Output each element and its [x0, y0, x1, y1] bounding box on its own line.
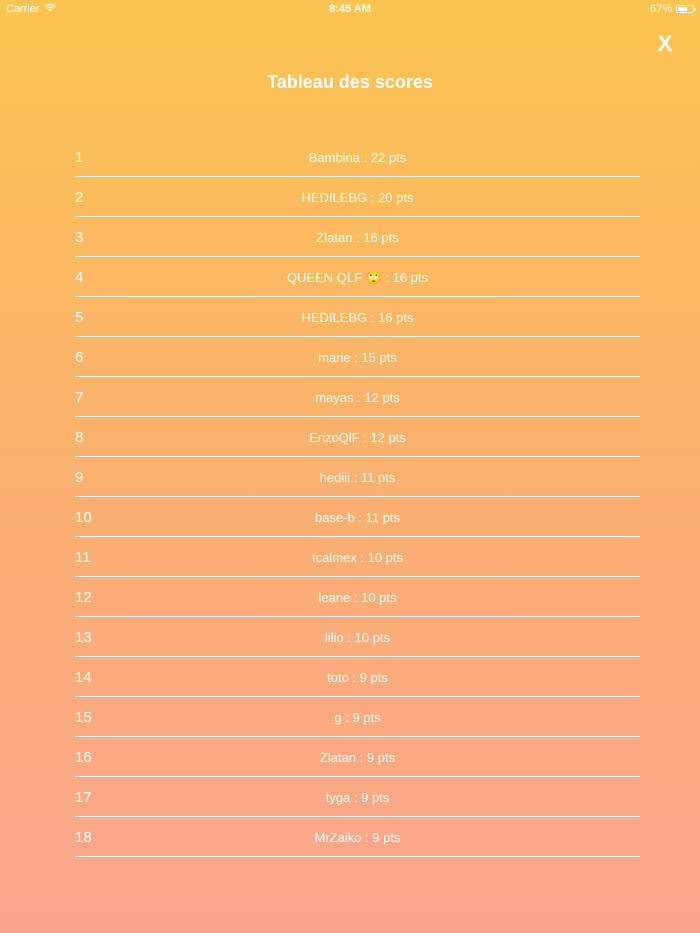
score-rank: 5 — [75, 309, 84, 326]
score-entry: tyga : 9 pts — [325, 790, 390, 805]
score-entry: HEDILEBG : 20 pts — [301, 190, 414, 205]
score-row — [75, 617, 640, 657]
score-rank: 16 — [75, 749, 92, 766]
score-rank: 3 — [75, 229, 84, 246]
status-time: 8:45 AM — [329, 3, 371, 15]
score-row — [75, 577, 640, 617]
score-rank: 1 — [75, 149, 84, 166]
score-row — [75, 217, 640, 257]
score-entry: base-b : 11 pts — [314, 510, 401, 525]
score-row — [75, 457, 640, 497]
score-list — [75, 137, 640, 857]
score-row — [75, 337, 640, 377]
score-row — [75, 297, 640, 337]
score-rank: 6 — [75, 349, 84, 366]
score-rank: 14 — [75, 669, 92, 686]
score-entry: HEDILEBG : 16 pts — [301, 310, 414, 325]
score-entry: leane : 10 pts — [318, 590, 397, 605]
score-entry: tcalmex : 10 pts — [311, 550, 404, 565]
score-rank: 2 — [75, 189, 84, 206]
score-entry: lilio : 10 pts — [324, 630, 391, 645]
battery-fill — [678, 7, 687, 11]
score-entry: hediii : 11 pts — [319, 470, 396, 485]
score-rank: 17 — [75, 789, 92, 806]
score-entry: toto : 9 pts — [327, 670, 388, 685]
score-entry: EnzoQlF : 12 pts — [309, 430, 406, 445]
score-row — [75, 537, 640, 577]
score-entry: Bambina : 22 pts — [308, 150, 407, 165]
score-entry: MrZaiko : 9 pts — [314, 830, 401, 845]
score-row — [75, 177, 640, 217]
score-entry: Zlatan : 16 pts — [316, 230, 399, 245]
score-row — [75, 417, 640, 457]
score-row — [75, 377, 640, 417]
score-row — [75, 657, 640, 697]
score-rank: 10 — [75, 509, 92, 526]
score-row — [75, 137, 640, 177]
score-rank: 15 — [75, 709, 92, 726]
close-button[interactable]: X — [657, 31, 673, 56]
page-title: Tableau des scores — [267, 72, 433, 92]
score-rank: 7 — [75, 389, 84, 406]
score-row — [75, 737, 640, 777]
score-rank: 4 — [75, 269, 84, 286]
score-entry: QUEEN QLF 🙄 : 16 pts — [286, 270, 429, 285]
score-row — [75, 497, 640, 537]
score-rank: 8 — [75, 429, 84, 446]
score-row — [75, 817, 640, 857]
score-entry: marie : 15 pts — [318, 350, 397, 365]
score-rank: 12 — [75, 589, 92, 606]
score-entry: Zlatan : 9 pts — [319, 750, 396, 765]
score-row — [75, 257, 640, 297]
status-right — [650, 3, 694, 15]
score-rank: 11 — [75, 549, 91, 566]
score-row — [75, 777, 640, 817]
status-bar — [0, 0, 700, 20]
score-row — [75, 697, 640, 737]
score-entry: g : 9 pts — [334, 710, 381, 725]
score-rank: 18 — [75, 829, 92, 846]
score-rank: 13 — [75, 629, 92, 646]
battery-percentage: 67% — [649, 3, 672, 15]
battery-icon — [676, 5, 694, 13]
score-entry: mayas : 12 pts — [315, 390, 400, 405]
carrier-label: Carrier — [6, 3, 40, 15]
score-rank: 9 — [75, 469, 84, 486]
